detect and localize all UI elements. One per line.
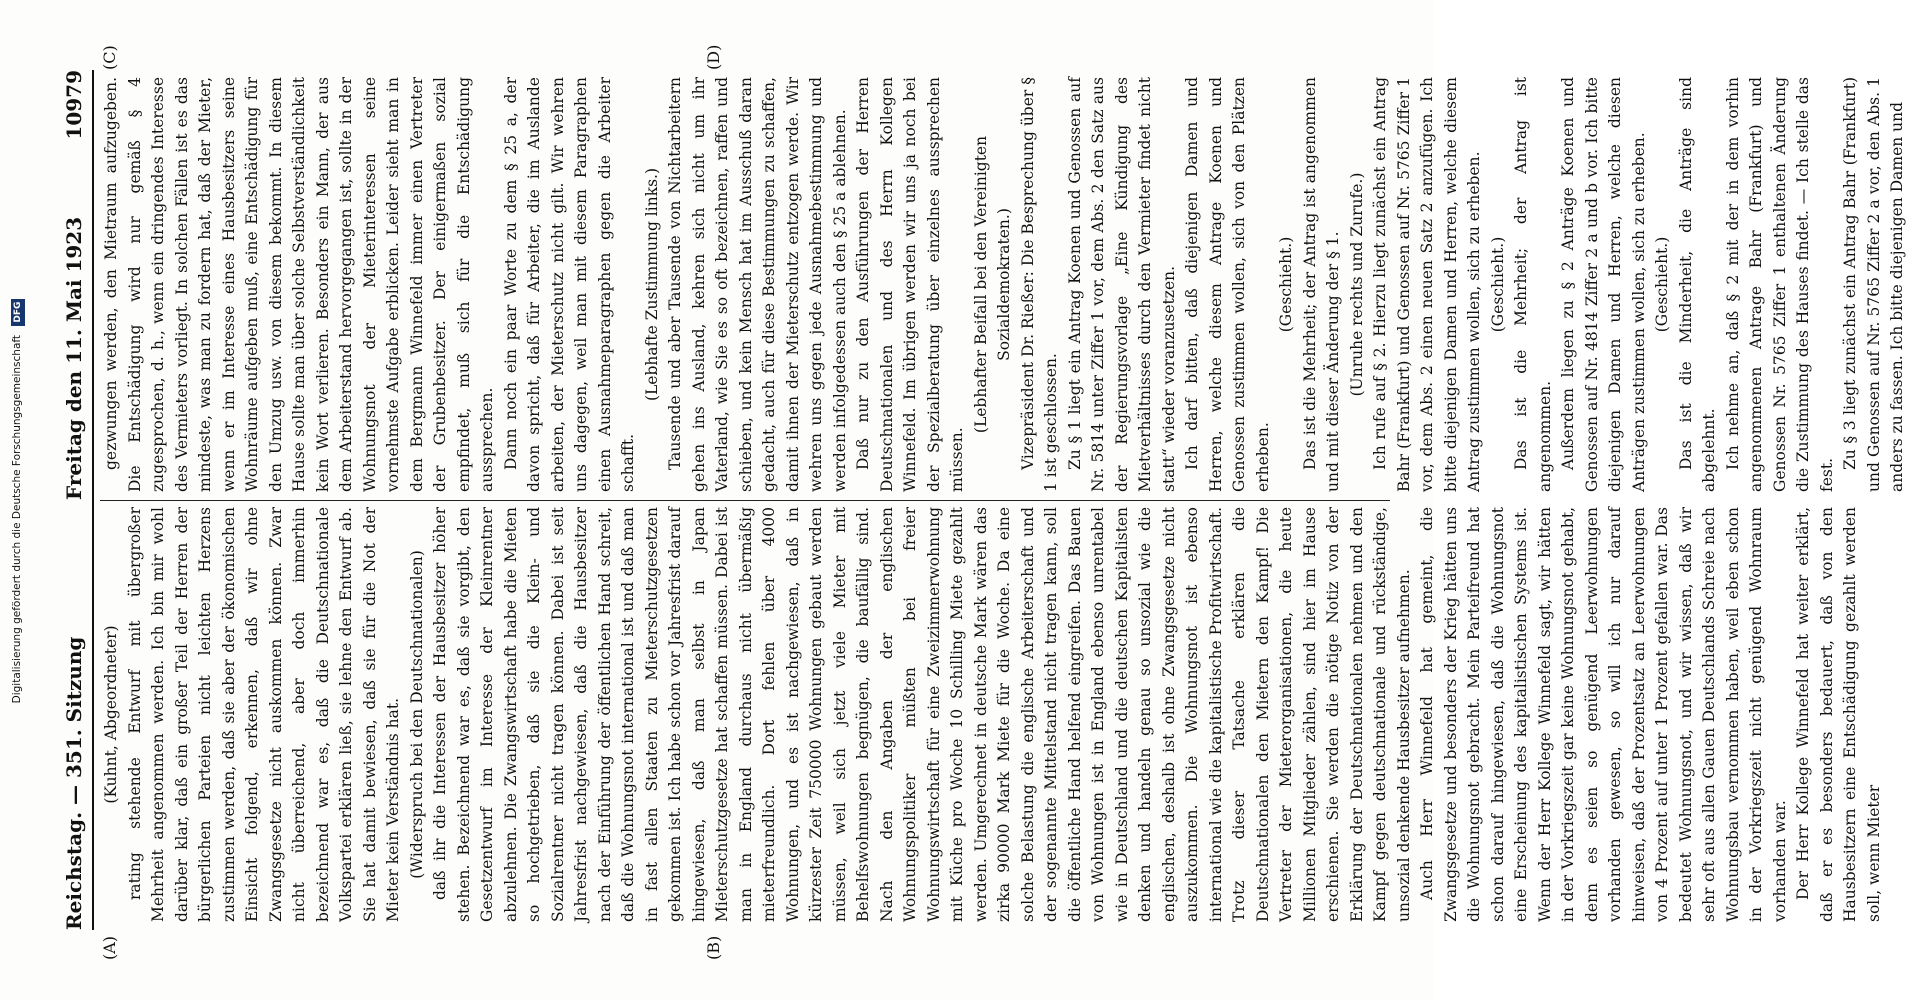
paragraph: daß ihr die Interessen der Hausbesitzer höher stehen. Bezeichnend war es, daß sie vorgibt, den Gesetzentwurf im Interesse der Kleinrentner abzulehnen. Die Zwangswirtschaft habe die Mieten so hochgetrieben, daß sie die Klein- und Sozialrentner nicht tragen können. Dabei ist seit Jahresfrist nachgewiesen, daß die Hausbesitzer nach der Einführung der öffentlichen Hand schreit, daß die Wohnungsnot international ist und daß man in fast allen Staaten zu Mieterschutzgesetzen gekommen ist. Ich habe schon vor Jahresfrist darauf hingewiesen, daß man selbst in Japan Mieterschutzgesetze hat schaffen müssen. Dabei ist man in England durchaus nicht übermäßig mieterfreundlich. Dort fehlen über 4000 Wohnungen, und es ist nachgewiesen, daß in kürzester Zeit 750000 Wohnungen gebaut werden müssen, weil sich jetzt viele Mieter mit Behelfswohnungen begnügen, die baufällig sind. Nach den Angaben der englischen Wohnungspolitiker müßten bei freier Wohnungswirtschaft für eine Zweizimmerwohnung mit Küche pro Woche 10 Schilling Miete gezahlt werden. Umgerechnet in deutsche Mark wären das zirka 90000 Mark Miete für die Woche. Da eine solche Belastung die englische Arbeiterschaft und der sogenannte Mittelstand nicht tragen kann, soll die öffentliche Hand helfend eingreifen. Das Bauen von Wohnungen ist in England ebenso unrentabel wie in Deutschland und die deutschen Kapitalisten denken und handeln genau so unsozial wie die englischen, deshalb ist ohne Zwangsgesetze nicht auszukommen. Die Wohnungsnot ist ebenso international wie die kapitalistische Profitwirtschaft. Trotz dieser Tatsache erklären die Deutschnationalen den Mietern den Kampf! Die Vertreter der Mieterorganisationen, die heute Millionen Mitglieder zählen, sind hier im Hause erschienen. Sie werden die nötige Notiz von der Erklärung der Deutschnationalen nehmen und den Kampf gegen deutschnationale und rückständige, unsozial denkende Hausbesitzer aufnehmen. bbox=[431, 506, 1413, 922]
digitization-footer bbox=[6, 6, 28, 996]
interjection: (Geschieht.) bbox=[1277, 236, 1295, 333]
paragraph: Das ist die Mehrheit; der Antrag ist angenommen und mit dieser Änderung der § 1. bbox=[1300, 77, 1342, 492]
interjection: (Widerspruch bei den Deutschnationalen) bbox=[407, 550, 426, 879]
page-header bbox=[58, 70, 94, 930]
paragraph: Der Herr Kollege Winnefeld hat weiter erklärt, daß er es besonders bedauert, daß von den Hausbesitzern eine Entschädigung gezahlt werden soll, wenn Mieter bbox=[1794, 507, 1883, 922]
paragraph: Zu § 1 liegt ein Antrag Koenen und Genossen auf Nr. 5814 unter Ziffer 1 vor, dem Abs. 2 den Satz aus der Regierungsvorlage „Eine Kündigung des Mietverhältnisses durch den Vermieter findet nicht statt“ wieder voranzusetzen. bbox=[1065, 77, 1178, 492]
paragraph: Auch Herr Winnefeld hat gemeint, die Zwangsgesetze und besonders der Krieg hätten uns die Wohnungsnot gebracht. Mein Parteifreund hat schon darauf hingewiesen, daß die Wohnungsnot eine Erscheinung des kapitalistischen Systems ist. Wenn der Herr Kollege Winnefeld sagt, wir hätten in der Vorkriegszeit gar keine Wohnungsnot gehabt, denn es seien so genügend Leerwohnungen vorhanden gewesen, so will ich nur darauf hinweisen, daß der Prozentsatz an Leerwohnungen von 4 Prozent auf unter 1 Prozent gefallen war. Das bedeutet Wohnungsnot, und wir wissen, daß wir sehr oft aus allen Gauen Deutschlands Schreie nach Wohnungsbau vernommen haben, weil eben schon in der Vorkriegszeit nicht genügend Wohnraum vorhanden war. bbox=[1418, 507, 1789, 922]
right-column bbox=[100, 77, 1906, 492]
footer-text: Digitalisierung gefördert durch die Deutsche Forschungsgemeinschaft bbox=[11, 334, 23, 704]
header-right: Freitag den 11. Mai 1923 bbox=[62, 216, 86, 500]
paragraph: rating stehende Entwurf mit übergroßer Mehrheit angenommen werden. Ich bin mir wohl darüber klar, daß ein großer Teil der Herren der bürgerlichen Parteien nicht leichten Herzens zustimmen werden, daß sie aber der ökonomischen Einsicht folgend, erkennen, daß wir ohne Zwangsgesetze nicht auskommen können. Zwar nicht überreichend, aber doch immerhin bezeichnend war es, daß die Deutschnationale Volkspartei erklären ließ, sie lehne den Entwurf ab. Sie hat damit bewiesen, daß sie für die Not der Mieter kein Verständnis hat. bbox=[125, 507, 402, 922]
paragraph: Vizepräsident Dr. Rießer: Die Besprechung über § 1 ist geschlossen. bbox=[1018, 77, 1060, 492]
page-number: 10979 bbox=[62, 70, 86, 140]
paragraph: Ich nehme an, daß § 2 mit der in dem vorhin angenommenen Antrage Bahr (Frankfurt) und Genossen Nr. 5765 Ziffer 1 enthaltenen Änderung die Zustimmung des Hauses findet. — Ich stelle das fest. bbox=[1723, 77, 1836, 492]
margin-marker-d: (D) bbox=[704, 44, 723, 70]
interjection: (Geschieht.) bbox=[1653, 236, 1671, 333]
paragraph: Das ist die Minderheit, die Anträge sind abgelehnt. bbox=[1676, 77, 1718, 492]
interjection: (Lebhafter Beifall bei den Vereinigten Sozialdemokraten.) bbox=[971, 135, 1013, 434]
column-divider bbox=[100, 500, 1390, 501]
paragraph: Ich darf bitten, daß diejenigen Damen und Herren, welche diesem Antrage Koenen und Genossen zustimmen wollen, sich von den Plätzen erheben. bbox=[1183, 77, 1272, 492]
paragraph: Dann noch ein paar Worte zu dem § 25 a, der davon spricht, daß für Arbeiter, die im Auslande arbeiten, der Mieterschutz nicht gilt. Wir wehren uns dagegen, weil man mit diesem Paragraphen einen Ausnahmeparagraphen gegen die Arbeiter schafft. bbox=[501, 77, 637, 492]
paragraph: Zu § 3 liegt zunächst ein Antrag Bahr (Frankfurt) und Genossen auf Nr. 5765 Ziffer 2 a vor, den Abs. 1 anders zu fassen. Ich bitte diejenigen Damen und bbox=[1841, 77, 1906, 492]
paragraph: Ich rufe auf § 2. Hierzu liegt zunächst ein Antrag Bahr (Frankfurt) und Genossen auf Nr. 5765 Ziffer 1 vor, dem Abs. 2 einen neuen Satz 2 anzufügen. Ich bitte diejenigen Damen und Herren, welche diesem Antrag zustimmen wollen, sich zu erheben. bbox=[1371, 77, 1483, 492]
paragraph: Das ist die Mehrheit; der Antrag ist angenommen. bbox=[1512, 77, 1554, 492]
interjection: (Geschieht.) bbox=[1488, 236, 1507, 333]
paragraph: Tausende und aber Tausende von Nichtarbeitern gehen ins Ausland, kehren sich nicht um ihr Vaterland, wie Sie es so oft bezeichnen, raffen und schieben, und kein Mensch hat im Ausschuß daran gedacht, auch für diese Bestimmungen zu schaffen, damit ihnen der Mieterschutz entzogen werde. Wir wehren uns gegen jede Ausnahmebestimmung und werden infolgedessen auch den § 25 a ablehnen. bbox=[666, 77, 849, 492]
paragraph: Außerdem liegen zu § 2 Anträge Koenen und Genossen auf Nr. 4814 Ziffer 2 a und b vor. Ich bitte diejenigen Damen und Herren, welche diesen Anträgen zustimmen wollen, sich zu erheben. bbox=[1559, 77, 1648, 492]
interjection: (Unruhe rechts und Zurufe.) bbox=[1347, 172, 1366, 397]
left-column bbox=[100, 506, 1883, 922]
interjection: (Lebhafte Zustimmung links.) bbox=[642, 167, 661, 402]
margin-marker-b: (B) bbox=[704, 935, 723, 960]
paragraph: Daß nur zu den Ausführungen der Herren Deutschnationalen und des Herrn Kollegen Winnefeld. Im übrigen werden wir uns ja noch bei der Spezialberatung über einzelnes aussprechen müssen. bbox=[854, 77, 966, 492]
margin-marker-a: (A) bbox=[100, 935, 119, 960]
header-left: Reichstag. — 351. Sitzung bbox=[62, 636, 86, 930]
paragraph: gezwungen werden, den Mietraum aufzugeben. Die Entschädigung wird nur gemäß § 4 zugesprochen, d. h., wenn ein dringendes Interesse des Vermieters vorliegt. In solchen Fällen ist es das mindeste, was man zu fordern hat, daß der Mieter, wenn er im Interesse eines Hausbesitzers seine Wohnräume aufgeben muß, eine Entschädigung für den Umzug usw. von diesem bekommt. In diesem Hause sollte man über solche Selbstverständlichkeit kein Wort verlieren. Besonders ein Mann, der aus dem Arbeiterstand hervorgegangen ist, sollte in der Wohnungsnot der Mieterinteressen seine vornehmste Aufgabe erblicken. Leider sieht man in dem Bergmann Winnefeld immer einen Vertreter der Grubenbesitzer. Der einigermaßen sozial empfindet, muß sich für die Entschädigung aussprechen. bbox=[102, 77, 496, 492]
margin-marker-c: (C) bbox=[100, 45, 119, 70]
speaker-note: (Kuhnt, Abgeordneter) bbox=[102, 625, 120, 804]
dfg-logo: DFG bbox=[11, 299, 25, 326]
